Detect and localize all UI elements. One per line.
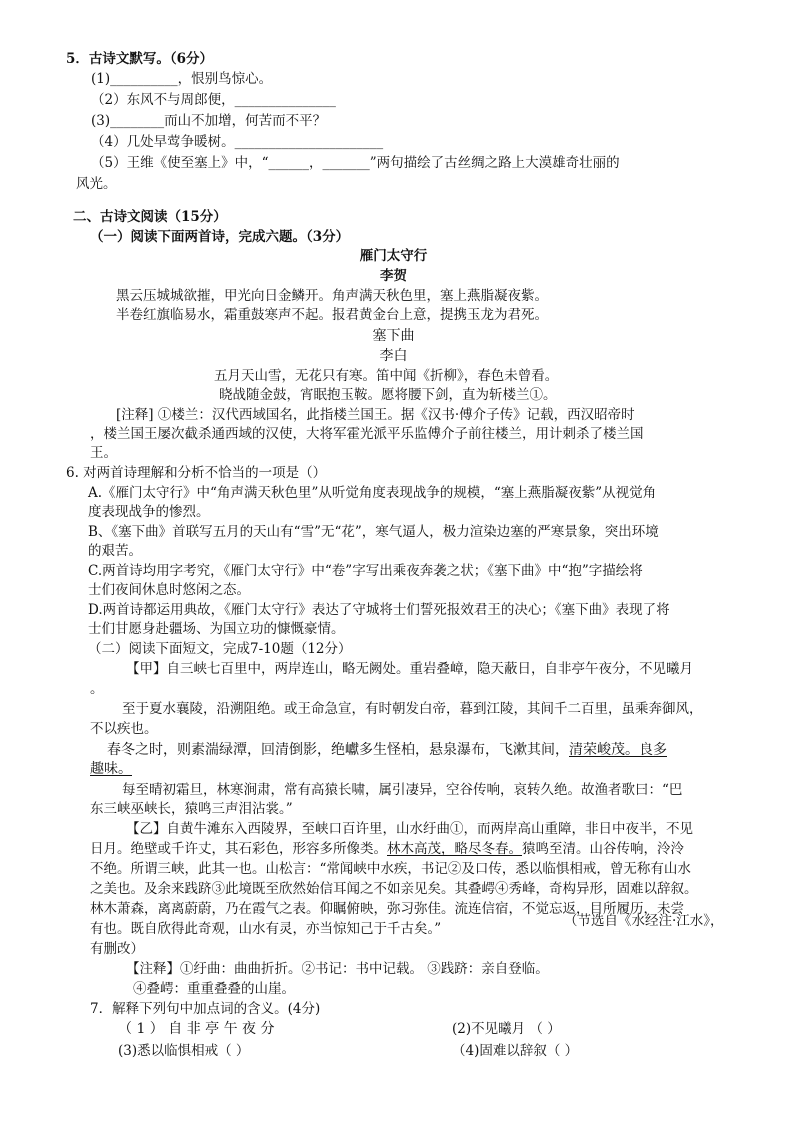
poem2-author: 李白 (379, 348, 408, 364)
q6-option-b-cont: 的艰苦。 (88, 543, 142, 559)
source-note: （节选自《水经注·江水》， (564, 913, 724, 929)
q7-stem: 7．解释下列句中加点词的含义。(4分) (90, 1001, 321, 1017)
passage-yi-line: 林木萧森，离离蔚蔚，乃在霞气之表。仰瞩俯映，弥习弥佳。流连信宿，不觉忘返，目所履历，未尝 (90, 901, 684, 917)
annotation-line: ，楼兰国王屡次截杀通西域的汉使，大将军霍光派平乐监傅介子前往楼兰，用计刺杀了楼兰国 (90, 426, 644, 442)
annotation-line: 王。 (90, 445, 117, 461)
q5-line-3: (3)________而山不加增，何苦而不平？ (91, 113, 327, 129)
poem2-title: 塞下曲 (372, 328, 415, 344)
poem1-line: 半卷红旗临易水，霜重鼓寒声不起。报君黄金台上意，提携玉龙为君死。 (116, 307, 548, 323)
section-title: 二、古诗文阅读（15分） (73, 209, 227, 225)
passage-jia-line: 。 (90, 681, 104, 697)
q5-title: 5．古诗文默写。（6分） (66, 51, 214, 67)
passage-jia-line (107, 741, 667, 759)
underlined-phrase: 林木高茂，略尽冬春。 (387, 841, 522, 857)
underlined-phrase: 清荣峻茂。良多 (569, 742, 667, 758)
q6-option-d: D.两首诗都运用典故，《雁门太守行》表达了守城将士们誓死报效君王的决心；《塞下曲》表现了将 (88, 602, 670, 618)
passage-text: 日月。绝壁或千许丈，其石彩色，形容多所像类。 (90, 841, 387, 857)
poem1-line: 黑云压城城欲摧，甲光向日金鳞开。角声满天秋色里，塞上燕脂凝夜紫。 (116, 288, 548, 304)
q6-stem: 6. 对两首诗理解和分析不恰当的一项是（） (66, 465, 327, 481)
poem2-line: 五月天山雪，无花只有寒。笛中闻《折柳》，春色未曾看。 (214, 368, 559, 384)
q6-option-c: C.两首诗均用字考究，《雁门太守行》中“卷”字写出乘夜奔袭之状；《塞下曲》中“抱”字描绘将 (88, 563, 643, 579)
subsection-title: （一）阅读下面两首诗，完成六题。（3分） (90, 229, 350, 245)
passage-jia-line: 不以疾也。 (90, 721, 158, 737)
annotation-line: [注释] ①楼兰：汉代西域国名，此指楼兰国王。据《汉书·傅介子传》记载，西汉昭帝时 (116, 407, 635, 423)
poem1-title: 雁门太守行 (359, 248, 428, 264)
passage-yi-line: 不绝。所谓三峡，此其一也。山松言：“常闻峡中水疾，书记②及口传，悉以临惧相戒，曾无称有山水 (90, 861, 691, 877)
q5-line-1: (1)__________，恨别鸟惊心。 (91, 71, 273, 87)
passage-yi-line: 之美也。及余来践跻③此境既至欣然始信耳闻之不如亲见矣。其叠崿④秀峰，奇构异形，固难以辞叙。 (90, 881, 698, 897)
passage-jia-line: 东三峡巫峡长，猿鸣三声泪沾裳。” (90, 801, 293, 817)
passage-yi-line: 有也。既自欣得此奇观，山水有灵，亦当惊知己于千古矣。” (90, 921, 442, 937)
q5-line-2: （2）东风不与周郎便，_______________ (91, 92, 336, 108)
passage-text: 猿鸣至清。山谷传响，泠泠 (522, 841, 684, 857)
q6-option-a: A.《雁门太守行》中“角声满天秋色里”从听觉角度表现战争的规模，“塞上燕脂凝夜紫”从视觉角 (88, 485, 657, 501)
q7-item-1: （ 1 ） 自 非 亭 午 夜 分 (118, 1021, 275, 1037)
q7-item-2: (2)不见曦月 （ ） (452, 1021, 561, 1037)
q6-option-a-cont: 度表现战争的惨烈。 (88, 504, 210, 520)
q5-line-4: （4）几处早莺争暖树。______________________ (91, 134, 384, 150)
passage-annotation: 【注释】①纡曲：曲曲折折。②书记：书中记载。 ③践跻：亲自登临。 (126, 961, 549, 977)
poem2-line: 晓战随金鼓，宵眠抱玉鞍。愿将腰下剑，直为斩楼兰①。 (219, 387, 557, 403)
q6-option-c-cont: 士们夜间休息时悠闲之态。 (88, 582, 250, 598)
part2-title: （二）阅读下面短文，完成7-10题（12分） (88, 641, 352, 657)
q6-option-d-cont: 士们甘愿身赴疆场、为国立功的慷慨豪情。 (88, 621, 345, 637)
q5-line-5: （5）王维《使至塞上》中，“______，_______”两句描绘了古丝绸之路上大漠雄奇壮丽的 (91, 155, 620, 171)
passage-jia-line: 【甲】自三峡七百里中，两岸连山，略无阙处。重岩叠嶂，隐天蔽日，自非亭午夜分，不见曦月 (126, 661, 693, 677)
passage-yi-line (90, 840, 684, 858)
passage-jia-line: 每至晴初霜旦，林寒涧肃，常有高猿长啸，属引凄异，空谷传响，哀转久绝。故渔者歌曰：“巴 (122, 782, 683, 798)
passage-text: 春冬之时，则素湍绿潭，回清倒影，绝巘多生怪柏，悬泉瀑布，飞漱其间， (107, 742, 569, 758)
passage-yi-line: 【乙】自黄牛滩东入西陵界，至峡口百许里，山水纡曲①，而两岸高山重障，非日中夜半，不见 (126, 821, 693, 837)
q6-option-b: B、《塞下曲》首联写五月的天山有“雪”无“花”，寒气逼人，极力渲染边塞的严寒景象，突出环境 (88, 524, 659, 540)
passage-annotation: ④叠崿：重重叠叠的山崖。 (133, 981, 295, 997)
q7-item-3: (3)悉以临惧相戒（ ） (118, 1043, 250, 1059)
q7-item-4: （4)固难以辞叙（ ） (452, 1043, 579, 1059)
poem1-author: 李贺 (380, 268, 407, 284)
q5-line-6: 风光。 (76, 176, 117, 192)
passage-jia-line: 至于夏水襄陵，沿溯阻绝。或王命急宣，有时朝发白帝，暮到江陵，其间千二百里，虽乘奔御风， (122, 701, 703, 717)
underlined-phrase: 趣味。 (90, 761, 132, 777)
source-note-cont: 有删改） (90, 941, 144, 957)
